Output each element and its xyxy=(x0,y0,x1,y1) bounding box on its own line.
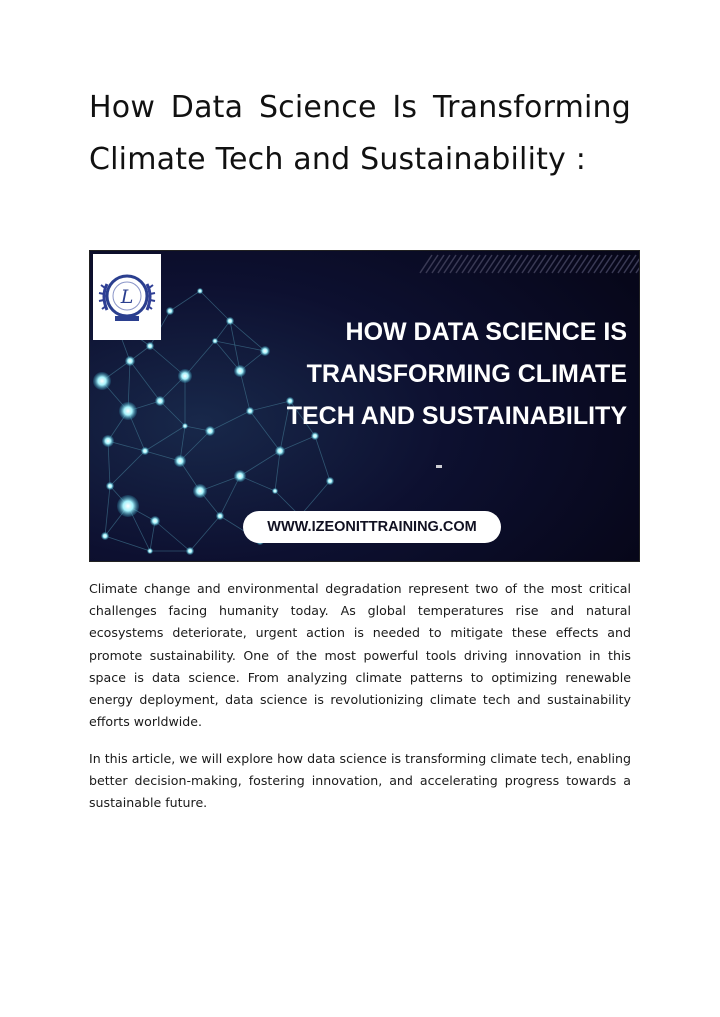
network-node xyxy=(216,512,224,520)
network-node xyxy=(101,532,109,540)
network-node xyxy=(146,342,154,350)
hero-heading xyxy=(187,311,627,437)
hero-heading-line: TECH AND SUSTAINABILITY xyxy=(286,402,627,430)
network-node xyxy=(197,288,203,294)
brand-logo xyxy=(93,254,161,340)
small-dash-mark xyxy=(436,465,442,468)
network-node xyxy=(117,495,139,517)
network-node xyxy=(326,477,334,485)
network-node xyxy=(174,455,186,467)
network-node xyxy=(193,484,207,498)
laurel-seal-icon xyxy=(93,254,161,340)
hero-heading-line: TRANSFORMING CLIMATE xyxy=(306,360,627,388)
network-node xyxy=(102,435,114,447)
network-node xyxy=(119,402,137,420)
network-node xyxy=(275,446,285,456)
network-node xyxy=(166,307,174,315)
network-node xyxy=(186,547,194,555)
page-title: How Data Science Is Transforming Climate Tech and Sustainability : xyxy=(89,90,631,177)
hero-banner-image xyxy=(89,250,640,562)
network-node xyxy=(234,470,246,482)
article-overview-paragraph: In this article, we will explore how data science is transforming climate tech, enabling better decision-making, fostering innovation, and accelerating progress towards a sustainable future. xyxy=(89,751,631,811)
logo-letter: L xyxy=(120,286,134,308)
website-url-badge: WWW.IZEONITTRAINING.COM xyxy=(243,511,501,543)
network-node xyxy=(125,356,135,366)
intro-paragraph: Climate change and environmental degradation represent two of the most critical challenges facing humanity today. As global temperatures rise and natural ecosystems deteriorate, urgent action is needed to mitigate these effects and promote sustainability. One of the most powerful tools driving innovation in this space is data science. From analyzing climate patterns to optimizing renewable energy deployment, data science is revolutionizing climate tech and sustainability efforts worldwide. xyxy=(89,581,631,730)
network-node xyxy=(150,516,160,526)
network-node xyxy=(93,372,111,390)
hero-heading-line: HOW DATA SCIENCE IS xyxy=(345,318,627,346)
network-node xyxy=(106,482,114,490)
network-node xyxy=(272,488,278,494)
network-node xyxy=(147,548,153,554)
network-node xyxy=(141,447,149,455)
network-node xyxy=(155,396,165,406)
